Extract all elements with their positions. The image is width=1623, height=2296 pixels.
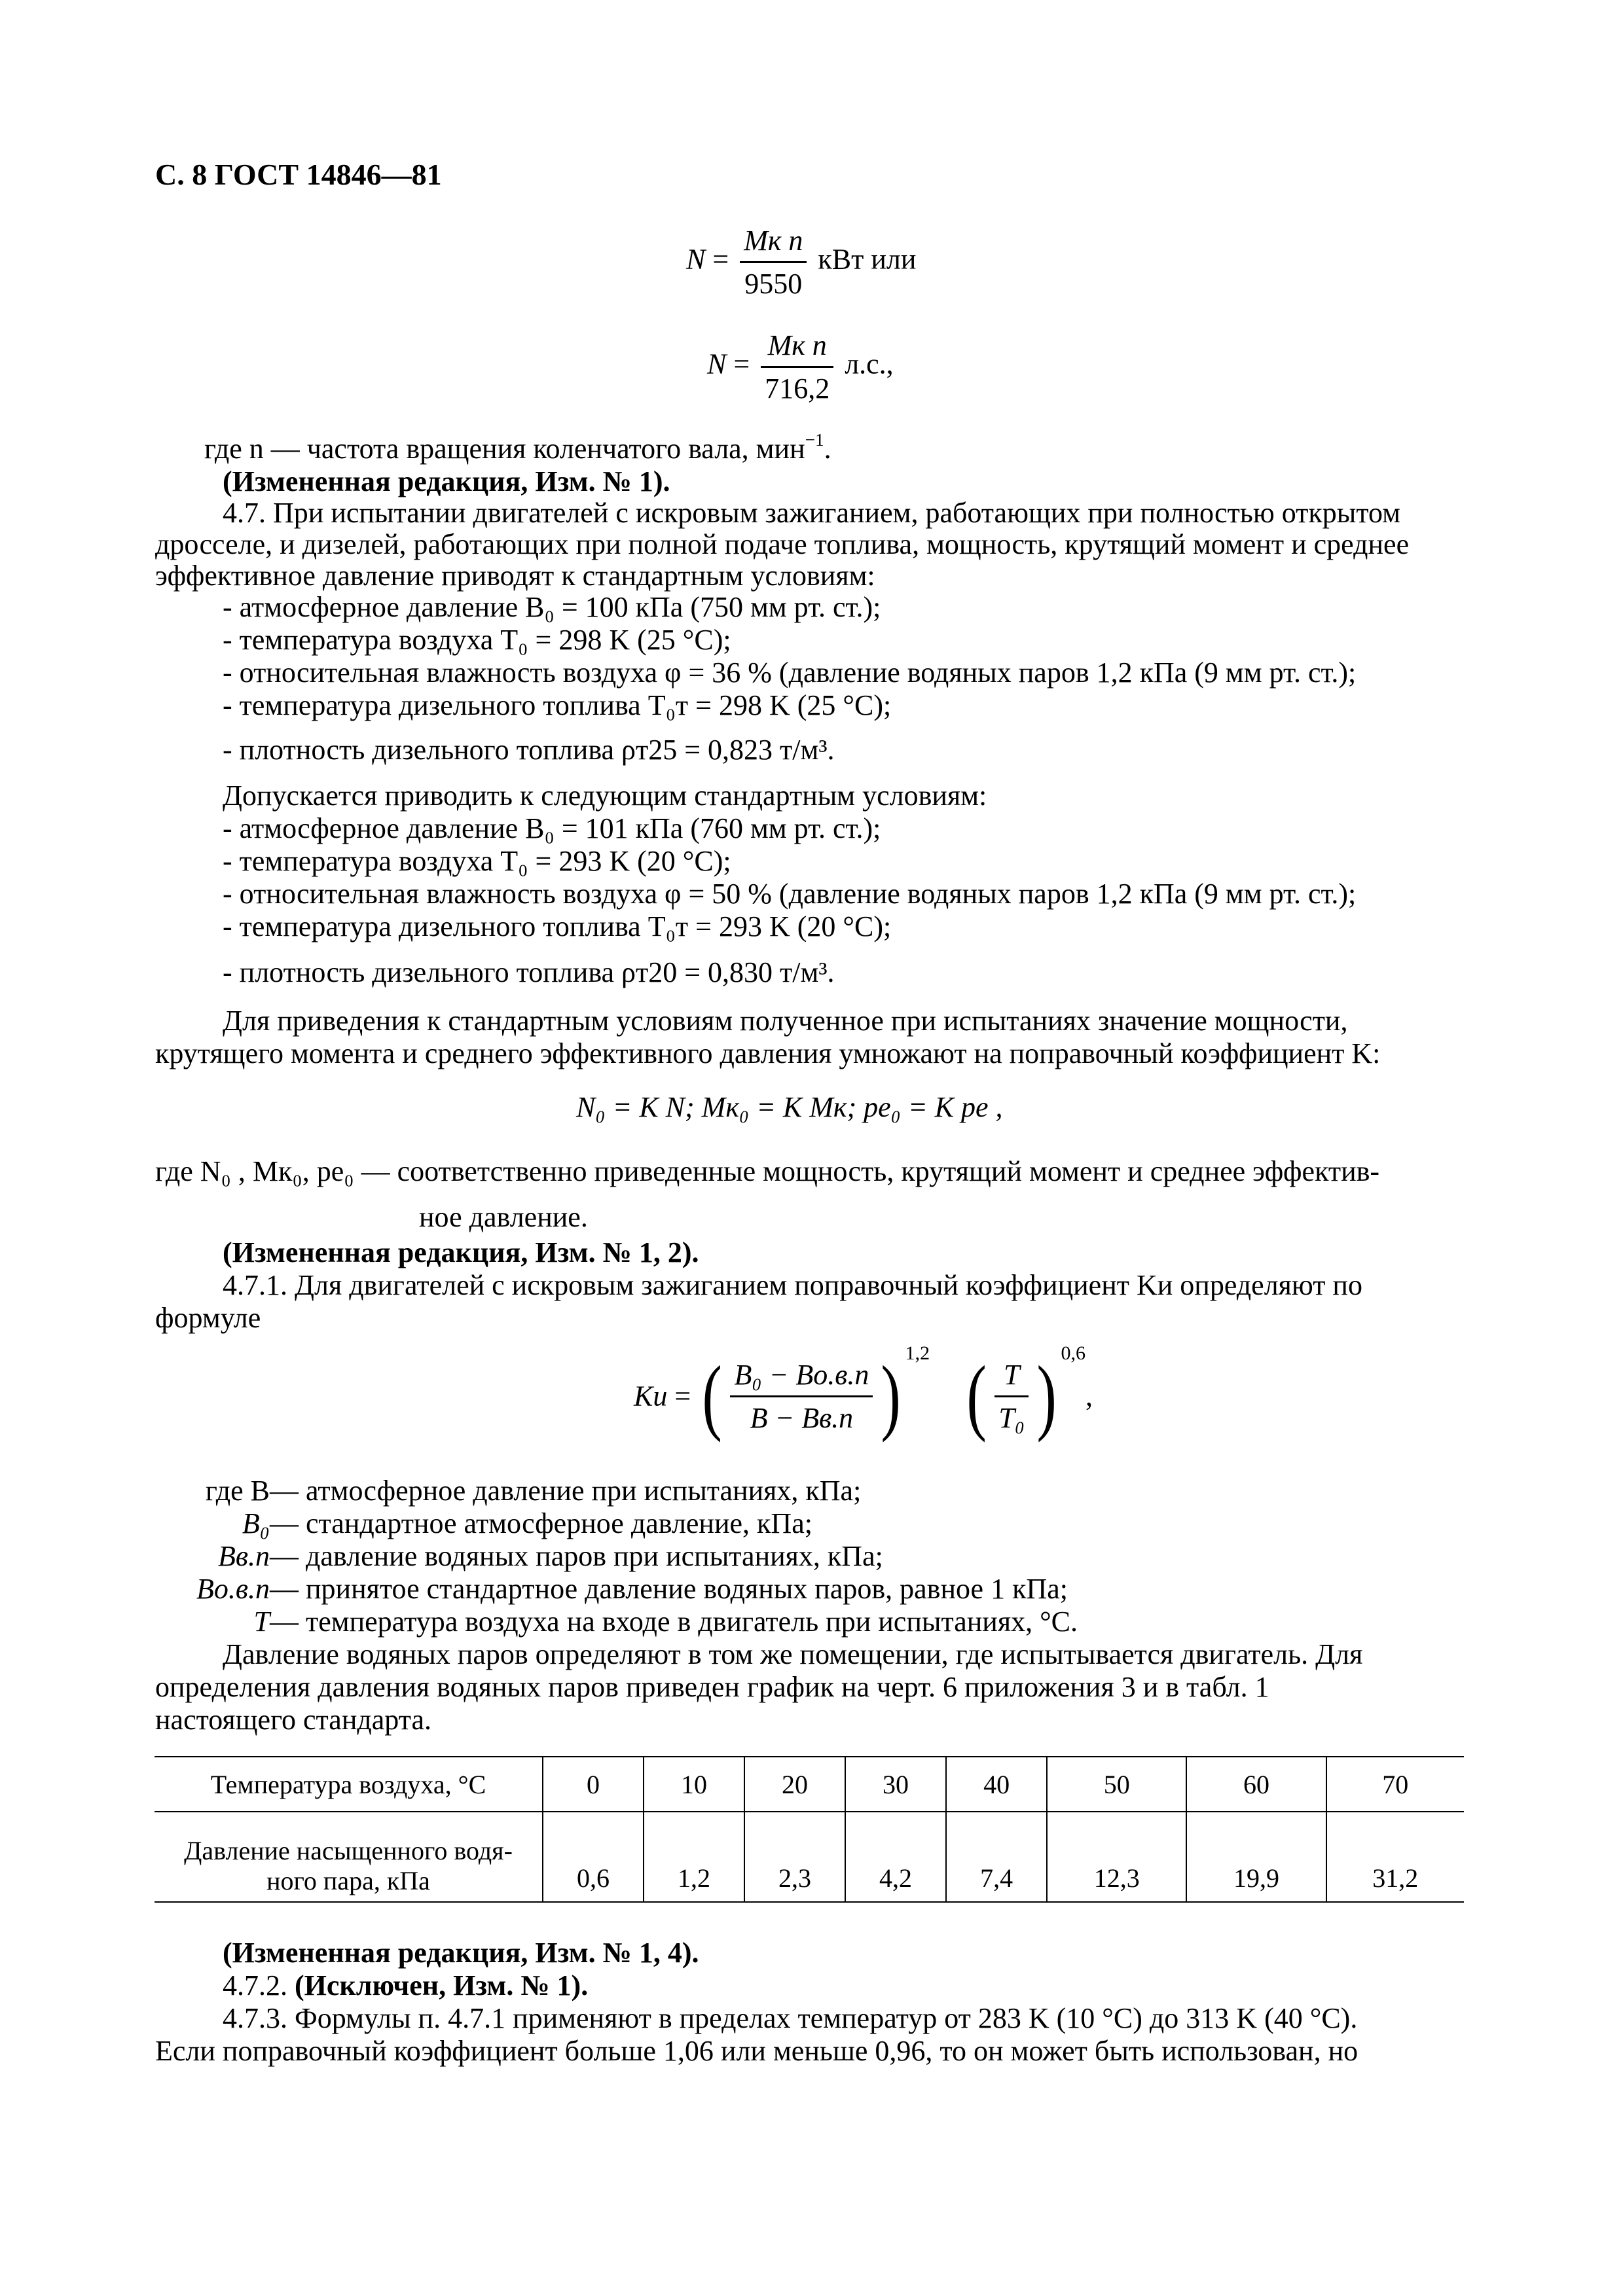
vapor-pressure-table — [155, 1756, 1464, 1903]
std-condition-item: - температура дизельного топлива T₀т = 293 K (20 °C); — [223, 910, 892, 942]
table-cell: 1,2 — [644, 1812, 744, 1902]
table-cell: 10 — [644, 1757, 744, 1812]
formula-eq: = — [712, 243, 729, 276]
where-description: — температура воздуха на входе в двигатель при испытаниях, °C. — [270, 1605, 1078, 1638]
std-condition-item: - плотность дизельного топлива ρт25 = 0,823 т/м³. — [223, 734, 835, 766]
formula-unit: л.с., — [845, 348, 894, 380]
right-paren-icon: ) — [881, 1349, 902, 1443]
reduce-line1: Для приведения к стандартным условиям полученное при испытаниях значение мощности, — [223, 1005, 1348, 1037]
table-cell: 50 — [1047, 1757, 1186, 1812]
formula-tail: , — [1085, 1380, 1093, 1412]
fraction-numerator: B₀ − Bо.в.п — [730, 1358, 873, 1397]
reduce-line2: крутящего момента и среднего эффективного давления умножают на поправочный коэффициент K: — [155, 1037, 1381, 1069]
para-4-7-3-line2: Если поправочный коэффициент больше 1,06 или меньше 0,96, то он может быть использован, но — [155, 2035, 1359, 2067]
left-paren-icon: ( — [966, 1349, 987, 1443]
std-condition-item: - атмосферное давление B₀ = 101 кПа (760 мм рт. ст.); — [223, 812, 881, 844]
std-condition-item: - относительная влажность воздуха φ = 50 % (давление водяных паров 1,2 кПа (9 мм рт. ст.); — [223, 878, 1357, 910]
fraction-denominator: B − Bв.п — [750, 1401, 854, 1434]
table-cell: 40 — [946, 1757, 1047, 1812]
formula-lhs: Kи — [634, 1380, 668, 1412]
fraction-numerator: Mк n — [761, 329, 833, 368]
table-cell: 31,2 — [1326, 1812, 1464, 1902]
where-description: — стандартное атмосферное давление, кПа; — [270, 1507, 812, 1539]
where-correct-line2: ное давление. — [419, 1201, 588, 1233]
table-cell: 30 — [845, 1757, 946, 1812]
std-condition-item: - относительная влажность воздуха φ = 36 % (давление водяных паров 1,2 кПа (9 мм рт. ст.); — [223, 656, 1357, 689]
vapor-line2: определения давления водяных паров приведен график на черт. 6 приложения 3 и в табл. 1 — [155, 1671, 1269, 1703]
fraction-denominator: 9550 — [744, 268, 803, 300]
table-row-header-line2: ного пара, кПа — [266, 1866, 430, 1895]
page-header: С. 8 ГОСТ 14846—81 — [155, 158, 442, 191]
fraction — [730, 1358, 873, 1435]
where-symbol: B₀ — [242, 1507, 270, 1539]
allowed-text: Допускается приводить к следующим стандартным условиям: — [223, 780, 987, 812]
para-4-7-2 — [223, 1969, 588, 2002]
para-4-7-line1: 4.7. При испытании двигателей с искровым зажиганием, работающих при полностью открытом — [223, 497, 1400, 529]
std-condition-item: - температура воздуха T₀ = 298 K (25 °C); — [223, 624, 731, 656]
amendment-note: (Измененная редакция, Изм. № 1). — [223, 465, 670, 497]
para-4-7-line2: дросселе, и дизелей, работающих при полной подаче топлива, мощность, крутящий момент и среднее — [155, 528, 1410, 560]
right-paren-icon: ) — [1036, 1349, 1057, 1443]
para-4-7-3-line1: 4.7.3. Формулы п. 4.7.1 применяют в пределах температур от 283 K (10 °C) до 313 K (40 °C). — [223, 2002, 1358, 2034]
formula-correction: N₀ = K N; Mк₀ = K Mк; pe₀ = K pe , — [576, 1091, 1003, 1123]
formula-lhs: N — [686, 243, 706, 276]
where-correct-line1: где N₀ , Mк₀, pe₀ — соответственно приведенные мощность, крутящий момент и среднее эффектив- — [155, 1155, 1380, 1187]
fraction-denominator: 716,2 — [765, 372, 830, 404]
std-condition-item: - плотность дизельного топлива ρт20 = 0,830 т/м³. — [223, 956, 835, 988]
fraction — [740, 224, 807, 300]
table-cell: 7,4 — [946, 1812, 1047, 1902]
fraction — [994, 1358, 1029, 1435]
std-condition-item: - температура дизельного топлива T₀т = 298 K (25 °C); — [223, 689, 892, 721]
left-paren-icon: ( — [702, 1349, 722, 1443]
amendment-note: (Измененная редакция, Изм. № 1, 4). — [223, 1937, 699, 1969]
table-cell: 60 — [1186, 1757, 1326, 1812]
table-row — [155, 1812, 1464, 1902]
formula-ki: Kи = ( $\frac{\text{B₀ − Bо.в.п}}{B - Bв.п}$ ) $^{1,2}$ ( $\frac{T}{\text{T₀}}$ ) $^{0,6}$, — [634, 1342, 1093, 1443]
formula-lhs: N — [707, 348, 727, 380]
where-description: — давление водяных паров при испытаниях, кПа; — [270, 1540, 883, 1572]
std-condition-item: - атмосферное давление B₀ = 100 кПа (750 мм рт. ст.); — [223, 591, 881, 623]
table-cell: 0 — [543, 1757, 644, 1812]
where-n-exponent: −1 — [805, 429, 824, 450]
fraction-denominator: T₀ — [998, 1401, 1025, 1434]
table-cell: 0,6 — [543, 1812, 644, 1902]
table-cell: 4,2 — [845, 1812, 946, 1902]
std-condition-item: - температура воздуха T₀ = 293 K (20 °C); — [223, 845, 731, 877]
where-description: — принятое стандартное давление водяных паров, равное 1 кПа; — [270, 1573, 1068, 1605]
exponent: 1,2 — [905, 1342, 930, 1365]
table-cell: 70 — [1326, 1757, 1464, 1812]
vapor-line3: настоящего стандарта. — [155, 1704, 432, 1736]
table-cell: 20 — [744, 1757, 845, 1812]
where-n-body: где n — частота вращения коленчатого вала, мин — [204, 433, 805, 465]
formula-power-hp — [707, 329, 894, 405]
fraction-numerator: T — [994, 1358, 1029, 1397]
table-cell: 19,9 — [1186, 1812, 1326, 1902]
para-4-7-line3: эффективное давление приводят к стандартным условиям: — [155, 560, 875, 592]
vapor-line1: Давление водяных паров определяют в том же помещении, где испытывается двигатель. Для — [223, 1638, 1363, 1670]
para-4-7-1-line1: 4.7.1. Для двигателей с искровым зажиганием поправочный коэффициент Kи определяют по — [223, 1269, 1362, 1301]
where-symbol: Bо.в.п — [196, 1573, 270, 1605]
table-row — [155, 1757, 1464, 1812]
where-description: — атмосферное давление при испытаниях, кПа; — [270, 1475, 862, 1507]
where-symbol: T — [253, 1605, 270, 1638]
table-row-header — [155, 1812, 543, 1902]
where-symbol: Bв.п — [218, 1540, 270, 1572]
amendment-note: (Измененная редакция, Изм. № 1, 2). — [223, 1236, 699, 1268]
fraction-numerator: Mк n — [740, 224, 807, 263]
para-4-7-1-line2: формуле — [155, 1302, 261, 1334]
formula-power-kw — [686, 224, 916, 300]
para-excluded: (Исключен, Изм. № 1). — [295, 1969, 589, 2001]
table-cell: 12,3 — [1047, 1812, 1186, 1902]
table-row-header-line1: Давление насыщенного водя- — [184, 1836, 513, 1865]
fraction — [761, 329, 833, 405]
formula-eq: = — [733, 348, 750, 380]
exponent: 0,6 — [1061, 1342, 1085, 1365]
where-n-text — [204, 429, 831, 465]
where-symbol: где B — [205, 1475, 270, 1507]
para-number: 4.7.2. — [223, 1969, 287, 2001]
where-n-end: . — [824, 433, 831, 465]
table-cell: 2,3 — [744, 1812, 845, 1902]
table-row-header: Температура воздуха, °C — [155, 1757, 543, 1812]
formula-unit: кВт или — [818, 243, 917, 276]
